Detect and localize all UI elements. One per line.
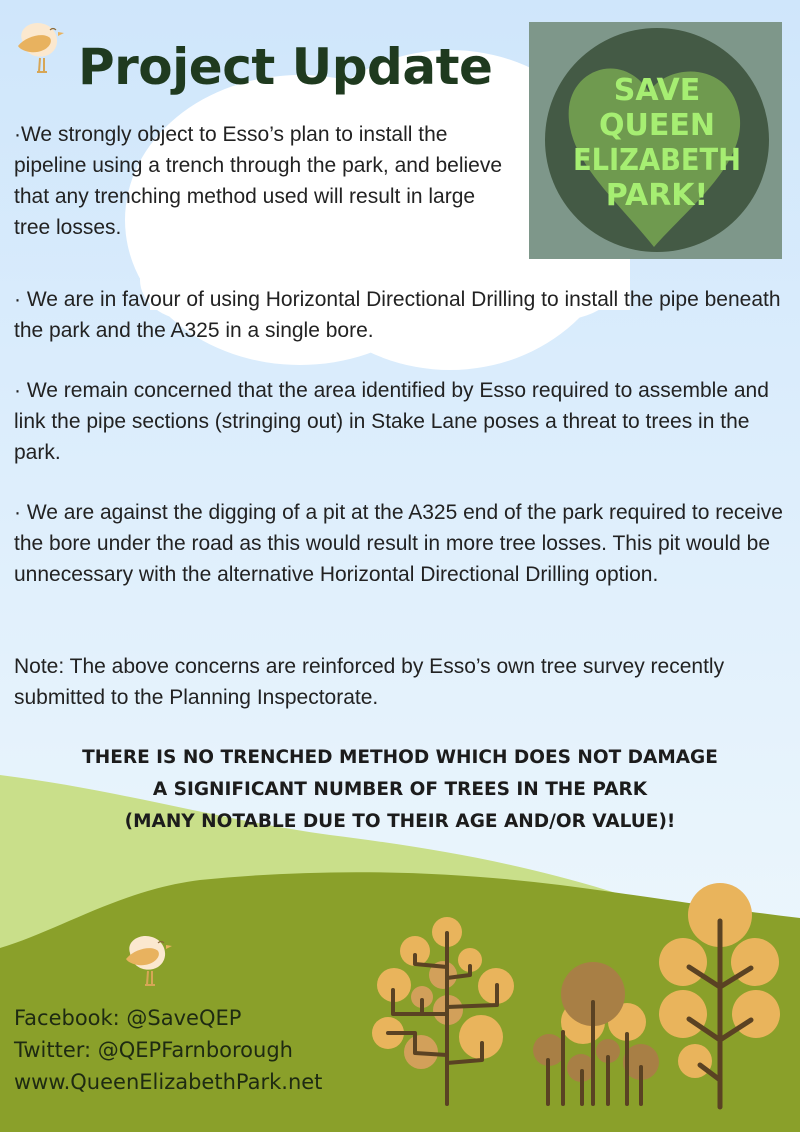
paragraph-stringing-out: · We remain concerned that the area identified by Esso required to assemble and link the pipe sections (stringing out) in Stake Lane poses a threat to trees in the park. — [14, 379, 769, 464]
callout-statement — [0, 742, 800, 838]
badge-line-4: PARK! — [605, 178, 709, 213]
facebook-handle[interactable]: Facebook: @SaveQEP — [14, 1006, 242, 1030]
paragraph-object-trench: ·We strongly object to Esso’s plan to install the pipeline using a trench through the park, and believe that any trenching method used will result in large tree losses. — [14, 123, 503, 239]
callout-line: (MANY NOTABLE DUE TO THEIR AGE AND/OR VALUE)! — [124, 811, 676, 832]
paragraph-note: Note: The above concerns are reinforced by Esso’s own tree survey recently submitted to the Planning Inspectorate. — [14, 655, 725, 709]
badge-line-2: QUEEN — [599, 108, 715, 143]
callout-line: A SIGNIFICANT NUMBER OF TREES IN THE PARK — [152, 779, 648, 800]
contact-info — [14, 1002, 322, 1098]
badge-line-1: SAVE — [613, 73, 701, 108]
twitter-handle[interactable]: Twitter: @QEPFarnborough — [14, 1038, 293, 1062]
save-qep-badge — [529, 22, 782, 259]
callout-line: THERE IS NO TRENCHED METHOD WHICH DOES NOT DAMAGE — [82, 747, 718, 768]
badge-line-3: ELIZABETH — [573, 143, 741, 178]
page-title: Project Update — [78, 38, 493, 96]
paragraph-against-pit: · We are against the digging of a pit at the A325 end of the park required to receive the bore under the road as this would result in more tree losses. This pit would be unnecessary with the alternative Horizontal Directional Drilling option. — [14, 501, 783, 586]
paragraph-favour-hdd: · We are in favour of using Horizontal Directional Drilling to install the pipe beneath the park and the A325 in a single bore. — [14, 288, 781, 342]
website-link[interactable]: www.QueenElizabethPark.net — [14, 1070, 323, 1094]
